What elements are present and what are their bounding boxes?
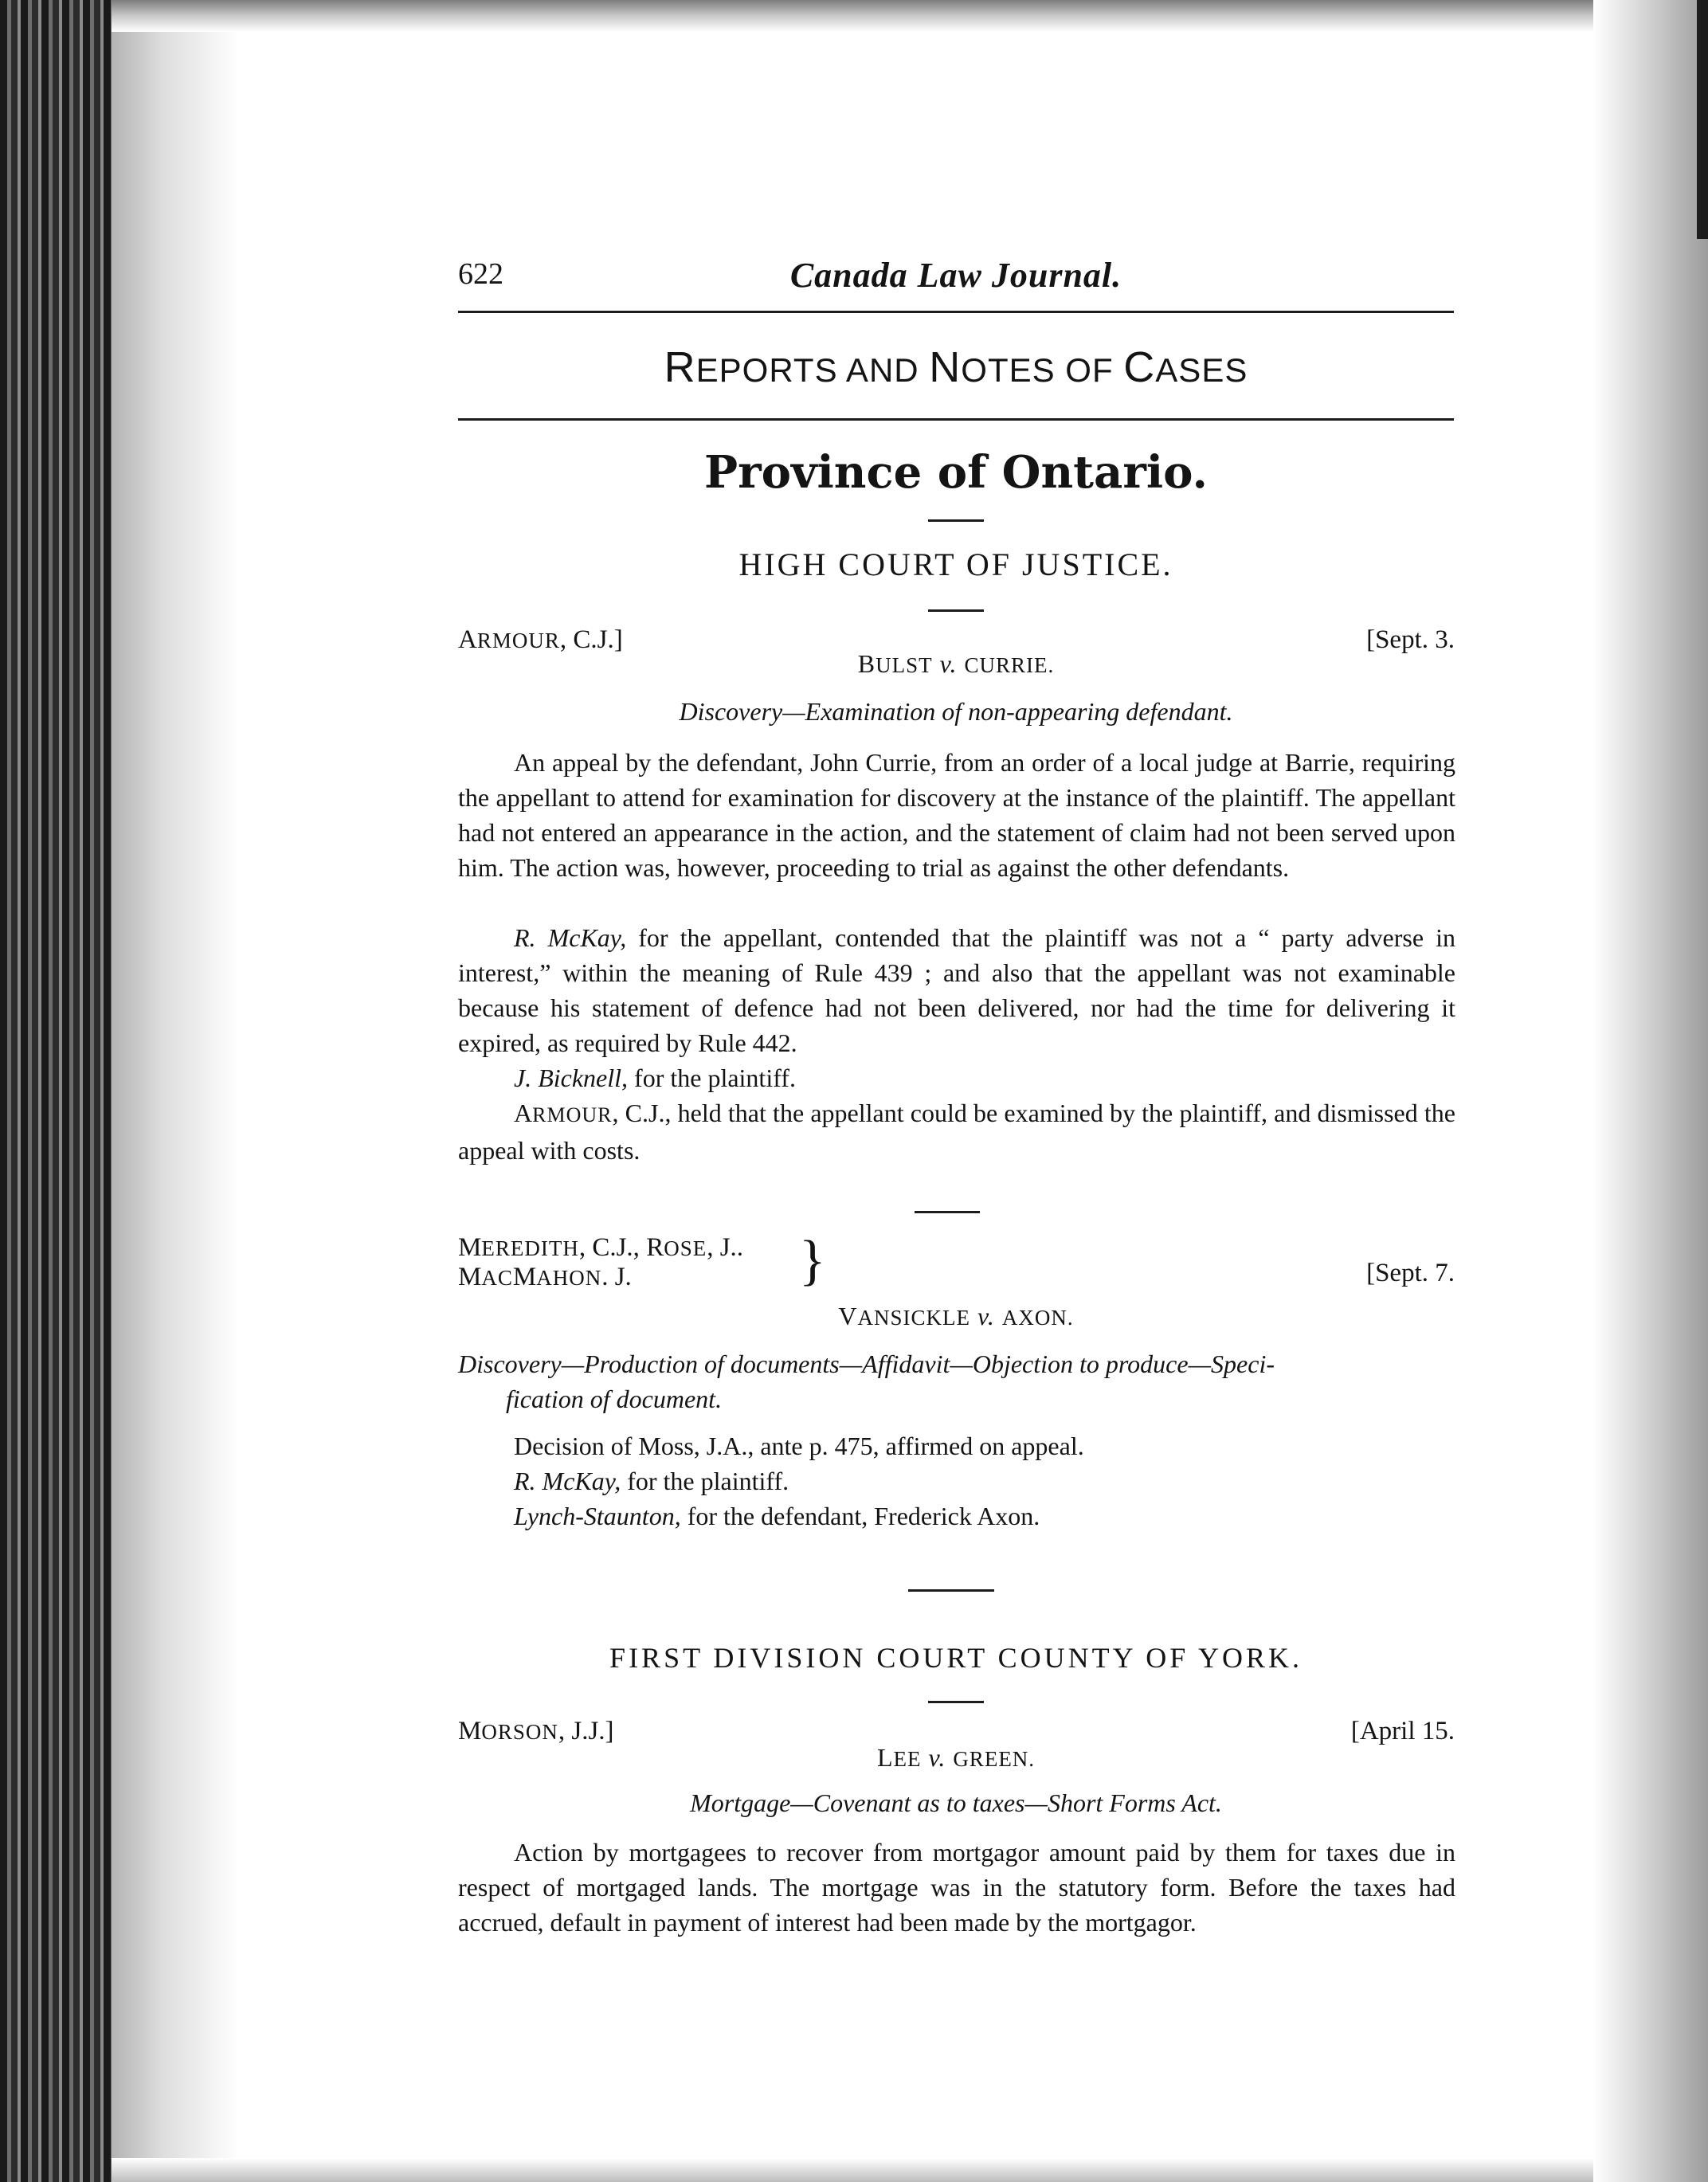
section-title: REPORTS AND NOTES OF CASES <box>664 343 1248 391</box>
counsel-name: Lynch-Staunton, <box>514 1502 681 1530</box>
divider <box>928 1701 984 1703</box>
judge-name: ARMOUR, C.J.] <box>458 625 623 654</box>
case-headnote: Discovery—Examination of non-appearing defendant. <box>679 697 1233 726</box>
section-rule <box>458 418 1454 421</box>
case-paragraph: Action by mortgagees to recover from mortgagor amount paid by them for taxes due in respect of mortgaged lands. The mortgage was in the statutory form. Before the taxes had accrued, default in payment of interest had been made by the mortgagor. <box>458 1838 1455 1937</box>
divider <box>928 519 984 522</box>
counsel-paragraph: J. Bicknell, for the plaintiff. <box>514 1064 796 1092</box>
counsel-name: R. McKay, <box>514 1467 621 1495</box>
decision-line: Decision of Moss, J.A., ante p. 475, affirmed on appeal. <box>514 1432 1084 1460</box>
running-head: Canada Law Journal. <box>789 256 1122 295</box>
case-name: BULST v. CURRIE. <box>857 649 1055 678</box>
case-date: [Sept. 3. <box>1366 625 1455 654</box>
page-number: 622 <box>458 257 503 291</box>
province-heading: Province of Ontario. <box>704 446 1208 499</box>
judge-line: MACMAHON. J. <box>458 1263 632 1291</box>
divider <box>928 609 984 612</box>
brace-glyph: } <box>799 1230 826 1291</box>
case-name: LEE v. GREEN. <box>876 1743 1036 1772</box>
court-heading: FIRST DIVISION COURT COUNTY OF YORK. <box>609 1642 1303 1674</box>
counsel-name: J. Bicknell, <box>514 1064 629 1092</box>
case-headnote: Discovery—Production of documents—Affidavit—Objection to produce—Speci- fication of document. <box>458 1350 1275 1413</box>
counsel-name: R. McKay, <box>514 923 627 952</box>
counsel-paragraph: R. McKay, for the appellant, contended that the plaintiff was not a “ party adverse in interest,” within the meaning of Rule 439 ; and also that the appellant was not examinable because his statement of defence had not been delivered, nor had the time for delivering it expired, as required by Rule 442. <box>458 923 1456 1057</box>
header-rule <box>458 311 1454 313</box>
divider <box>915 1211 980 1213</box>
counsel-paragraph: R. McKay, for the plaintiff. <box>514 1467 789 1495</box>
judge-line: MEREDITH, C.J., ROSE, J.. <box>458 1233 744 1262</box>
judge-name: MORSON, J.J.] <box>458 1717 614 1745</box>
divider <box>908 1589 994 1592</box>
case-date: [Sept. 7. <box>1366 1259 1455 1287</box>
case-headnote: Mortgage—Covenant as to taxes—Short Forms Act. <box>690 1788 1222 1817</box>
case-name: VANSICKLE v. AXON. <box>838 1302 1074 1330</box>
counsel-paragraph: Lynch-Staunton, for the defendant, Frederick Axon. <box>514 1502 1040 1530</box>
case-paragraph: An appeal by the defendant, John Currie, from an order of a local judge at Barrie, requiring the appellant to attend for examination for discovery at the instance of the plaintiff. The appellant had not entered an appearance in the action, and the statement of claim had not been served upon him. The action was, however, proceeding to trial as against the other defendants. <box>458 748 1455 882</box>
case-date: [April 15. <box>1350 1717 1455 1745</box>
holding-paragraph: ARMOUR, C.J., held that the appellant could be examined by the plaintiff, and dismissed the appeal with costs. <box>458 1099 1455 1165</box>
judge-panel <box>458 1233 743 1292</box>
court-heading: HIGH COURT OF JUSTICE. <box>738 546 1173 582</box>
